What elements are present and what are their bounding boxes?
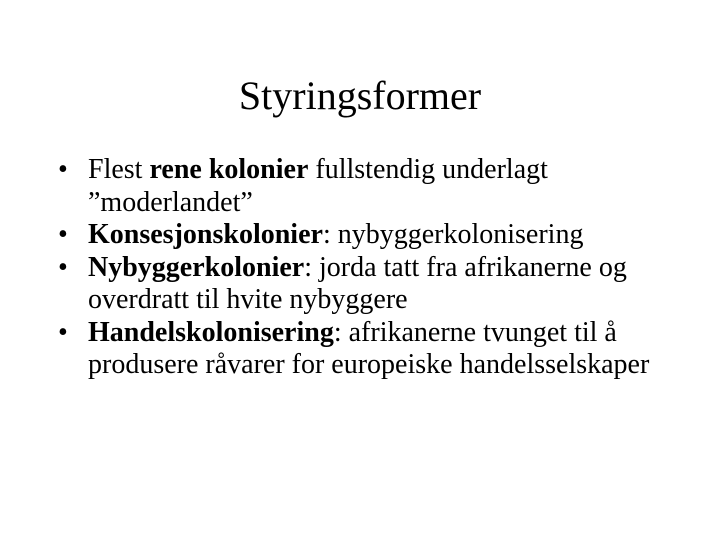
bullet-text-post: : afrikanerne tvunget til å produsere råvarer for europeiske handelsselskaper <box>88 316 650 380</box>
bullet-item <box>58 317 678 382</box>
bullet-text-post: : jorda tatt fra afrikanerne og overdratt til hvite nybyggere <box>88 251 627 315</box>
bullet-text-bold: rene kolonier <box>149 154 309 185</box>
bullet-text-bold: Handelskolonisering <box>88 316 334 348</box>
bullet-item <box>58 219 678 252</box>
bullet-text-bold: Konsesjonskolonier <box>88 219 323 250</box>
bullet-text-post: fullstendig underlagt ”moderlandet” <box>88 154 548 218</box>
bullet-item <box>58 252 678 317</box>
bullet-list <box>58 154 678 382</box>
bullet-item <box>58 154 678 219</box>
bullet-text-bold: Nybyggerkolonier <box>88 251 305 283</box>
bullet-text-post: : nybyggerkolonisering <box>322 219 584 250</box>
bullet-marker: • <box>58 316 68 348</box>
bullet-marker: • <box>58 219 68 250</box>
bullet-marker: • <box>58 154 68 185</box>
bullet-marker: • <box>58 251 68 283</box>
bullet-text-pre: Flest <box>88 154 150 185</box>
slide-title: Styringsformer <box>238 73 482 118</box>
